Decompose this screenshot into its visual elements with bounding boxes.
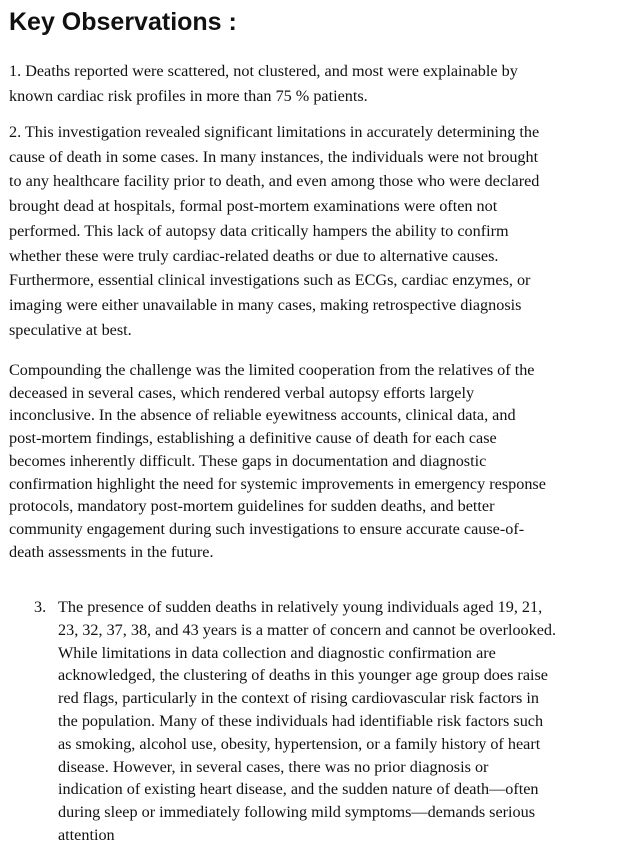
text-line: to any healthcare facility prior to death, and even among those who were declared xyxy=(9,172,540,191)
text-line: becomes inherently difficult. These gaps in documentation and diagnostic xyxy=(9,451,487,470)
text-line: known cardiac risk profiles in more than 75 % patients. xyxy=(9,86,368,105)
observation-2-continued xyxy=(9,359,546,563)
text-line: whether these were truly cardiac-related deaths or due to alternative causes. xyxy=(9,246,499,265)
text-line: The presence of sudden deaths in relatively young individuals aged 19, 21, xyxy=(58,598,543,616)
text-line: during sleep or immediately following mild symptoms—demands serious xyxy=(58,803,536,822)
observation-3 xyxy=(58,596,556,847)
text-line: post-mortem findings, establishing a definitive cause of death for each case xyxy=(9,429,497,448)
text-line: 2. This investigation revealed significant limitations in accurately determining the xyxy=(9,123,540,141)
text-line: as smoking, alcohol use, obesity, hypertension, or a family history of heart xyxy=(58,734,541,753)
text-line: 1. Deaths reported were scattered, not clustered, and most were explainable by xyxy=(9,62,518,80)
text-line: community engagement during such investigations to ensure accurate cause-of- xyxy=(9,519,525,538)
list-number: 3. xyxy=(34,598,47,616)
text-line: 23, 32, 37, 38, and 43 years is a matter of concern and cannot be overlooked. xyxy=(58,620,557,639)
observation-1 xyxy=(9,59,518,108)
text-line: cause of death in some cases. In many instances, the individuals were not brought xyxy=(9,147,539,166)
text-line: the population. Many of these individuals had identifiable risk factors such xyxy=(58,711,544,730)
text-line: Compounding the challenge was the limited cooperation from the relatives of the xyxy=(9,361,535,379)
text-line: inconclusive. In the absence of reliable eyewitness accounts, clinical data, and xyxy=(9,406,516,425)
text-line: acknowledged, the clustering of deaths in this younger age group does raise xyxy=(58,666,548,685)
text-line: While limitations in data collection and diagnostic confirmation are xyxy=(58,643,496,662)
text-line: brought dead at hospitals, formal post-mortem examinations were often not xyxy=(9,197,498,216)
text-line: disease. However, in several cases, there was no prior diagnosis or xyxy=(58,757,489,776)
text-line: performed. This lack of autopsy data critically hampers the ability to confirm xyxy=(9,221,509,240)
text-line: speculative at best. xyxy=(9,320,132,339)
text-line: deceased in several cases, which rendered verbal autopsy efforts largely xyxy=(9,383,475,402)
text-line: death assessments in the future. xyxy=(9,542,214,561)
text-line: confirmation highlight the need for systemic improvements in emergency response xyxy=(9,474,546,493)
page-title: Key Observations : xyxy=(9,8,237,36)
text-line: imaging were either unavailable in many cases, making retrospective diagnosis xyxy=(9,295,522,314)
text-line: indication of existing heart disease, and the sudden nature of death—often xyxy=(58,780,539,799)
text-line: Furthermore, essential clinical investigations such as ECGs, cardiac enzymes, or xyxy=(9,271,531,290)
text-line: red flags, particularly in the context of rising cardiovascular risk factors in xyxy=(58,689,539,708)
text-line: attention xyxy=(58,825,115,844)
observation-2 xyxy=(9,120,539,342)
text-line: protocols, mandatory post-mortem guidelines for sudden deaths, and better xyxy=(9,497,495,516)
